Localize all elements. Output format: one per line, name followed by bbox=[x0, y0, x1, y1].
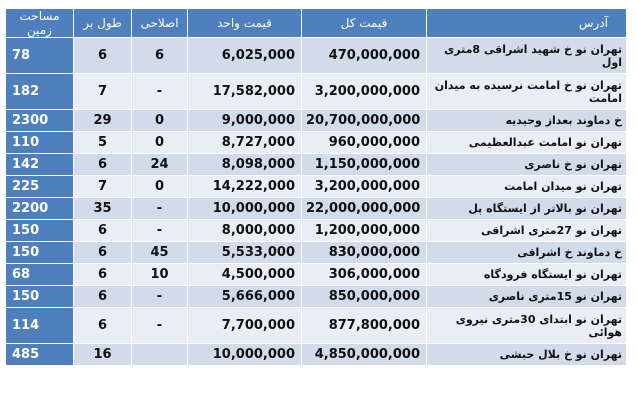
cell-total-price: 470,000,000 bbox=[302, 38, 427, 74]
cell-address: تهران نو ایستگاه فرودگاه bbox=[427, 264, 627, 286]
cell-total-price: 830,000,000 bbox=[302, 242, 427, 264]
cell-address: تهران نو ابتدای 30متری نیروی هوائی bbox=[427, 308, 627, 344]
cell-area: 150 bbox=[6, 242, 74, 264]
cell-total-price: 960,000,000 bbox=[302, 132, 427, 154]
cell-length: 7 bbox=[74, 176, 132, 198]
cell-renovation: - bbox=[132, 220, 188, 242]
table-row bbox=[6, 286, 627, 308]
cell-total-price: 3,200,000,000 bbox=[302, 176, 427, 198]
cell-total-price: 1,200,000,000 bbox=[302, 220, 427, 242]
cell-length: 29 bbox=[74, 110, 132, 132]
table-row bbox=[6, 132, 627, 154]
cell-length: 6 bbox=[74, 220, 132, 242]
cell-unit-price: 8,098,000 bbox=[188, 154, 302, 176]
cell-area: 114 bbox=[6, 308, 74, 344]
table-row bbox=[6, 154, 627, 176]
cell-area: 2200 bbox=[6, 198, 74, 220]
table-row bbox=[6, 38, 627, 74]
cell-area: 150 bbox=[6, 220, 74, 242]
table-row bbox=[6, 344, 627, 366]
header-total-price: قیمت کل bbox=[302, 9, 427, 38]
cell-renovation: 0 bbox=[132, 132, 188, 154]
table-row bbox=[6, 74, 627, 110]
table-row bbox=[6, 198, 627, 220]
cell-unit-price: 10,000,000 bbox=[188, 344, 302, 366]
cell-renovation: - bbox=[132, 198, 188, 220]
cell-renovation: 45 bbox=[132, 242, 188, 264]
cell-renovation: - bbox=[132, 286, 188, 308]
cell-unit-price: 5,533,000 bbox=[188, 242, 302, 264]
cell-unit-price: 7,700,000 bbox=[188, 308, 302, 344]
table-header-row bbox=[6, 9, 627, 38]
cell-address: خ دماوند خ اشراقی bbox=[427, 242, 627, 264]
cell-unit-price: 5,666,000 bbox=[188, 286, 302, 308]
cell-area: 150 bbox=[6, 286, 74, 308]
cell-length: 7 bbox=[74, 74, 132, 110]
cell-address: تهران نو خ ناصری bbox=[427, 154, 627, 176]
cell-length: 6 bbox=[74, 38, 132, 74]
cell-length: 6 bbox=[74, 242, 132, 264]
cell-renovation: 0 bbox=[132, 110, 188, 132]
cell-unit-price: 14,222,000 bbox=[188, 176, 302, 198]
table-row bbox=[6, 220, 627, 242]
cell-unit-price: 8,727,000 bbox=[188, 132, 302, 154]
cell-area: 78 bbox=[6, 38, 74, 74]
cell-total-price: 306,000,000 bbox=[302, 264, 427, 286]
price-table bbox=[5, 8, 627, 366]
cell-renovation: - bbox=[132, 74, 188, 110]
table-row bbox=[6, 110, 627, 132]
cell-total-price: 3,200,000,000 bbox=[302, 74, 427, 110]
cell-unit-price: 8,000,000 bbox=[188, 220, 302, 242]
cell-total-price: 877,800,000 bbox=[302, 308, 427, 344]
table-row bbox=[6, 308, 627, 344]
cell-unit-price: 6,025,000 bbox=[188, 38, 302, 74]
cell-area: 68 bbox=[6, 264, 74, 286]
cell-address: تهران نو 27متری اشراقی bbox=[427, 220, 627, 242]
cell-length: 6 bbox=[74, 308, 132, 344]
cell-address: تهران نو امامت عبدالعظیمی bbox=[427, 132, 627, 154]
cell-renovation bbox=[132, 344, 188, 366]
table-row bbox=[6, 264, 627, 286]
cell-total-price: 1,150,000,000 bbox=[302, 154, 427, 176]
header-length: طول بر bbox=[74, 9, 132, 38]
cell-address: تهران نو میدان امامت bbox=[427, 176, 627, 198]
cell-renovation: - bbox=[132, 308, 188, 344]
header-address: آدرس bbox=[427, 9, 627, 38]
cell-unit-price: 9,000,000 bbox=[188, 110, 302, 132]
cell-length: 6 bbox=[74, 154, 132, 176]
header-area: مساحت زمین bbox=[6, 9, 74, 38]
cell-area: 110 bbox=[6, 132, 74, 154]
cell-length: 6 bbox=[74, 264, 132, 286]
cell-area: 225 bbox=[6, 176, 74, 198]
cell-total-price: 4,850,000,000 bbox=[302, 344, 427, 366]
cell-total-price: 850,000,000 bbox=[302, 286, 427, 308]
cell-area: 485 bbox=[6, 344, 74, 366]
cell-unit-price: 10,000,000 bbox=[188, 198, 302, 220]
cell-address: تهران نو خ بلال حبشی bbox=[427, 344, 627, 366]
cell-address: خ دماوند بعداز وحیدیه bbox=[427, 110, 627, 132]
table-row bbox=[6, 176, 627, 198]
cell-total-price: 20,700,000,000 bbox=[302, 110, 427, 132]
cell-address: تهران نو خ شهید اشراقی 8متری اول bbox=[427, 38, 627, 74]
cell-area: 2300 bbox=[6, 110, 74, 132]
cell-unit-price: 4,500,000 bbox=[188, 264, 302, 286]
cell-renovation: 0 bbox=[132, 176, 188, 198]
cell-renovation: 24 bbox=[132, 154, 188, 176]
cell-length: 35 bbox=[74, 198, 132, 220]
cell-renovation: 6 bbox=[132, 38, 188, 74]
header-unit-price: قیمت واحد bbox=[188, 9, 302, 38]
cell-length: 16 bbox=[74, 344, 132, 366]
cell-address: تهران نو 15متری ناصری bbox=[427, 286, 627, 308]
cell-area: 142 bbox=[6, 154, 74, 176]
cell-unit-price: 17,582,000 bbox=[188, 74, 302, 110]
cell-address: تهران نو بالاتر از ایستگاه پل bbox=[427, 198, 627, 220]
cell-renovation: 10 bbox=[132, 264, 188, 286]
cell-length: 5 bbox=[74, 132, 132, 154]
cell-length: 6 bbox=[74, 286, 132, 308]
table-row bbox=[6, 242, 627, 264]
cell-area: 182 bbox=[6, 74, 74, 110]
cell-total-price: 22,000,000,000 bbox=[302, 198, 427, 220]
cell-address: تهران نو خ امامت نرسیده به میدان امامت bbox=[427, 74, 627, 110]
header-renovation: اصلاحی bbox=[132, 9, 188, 38]
